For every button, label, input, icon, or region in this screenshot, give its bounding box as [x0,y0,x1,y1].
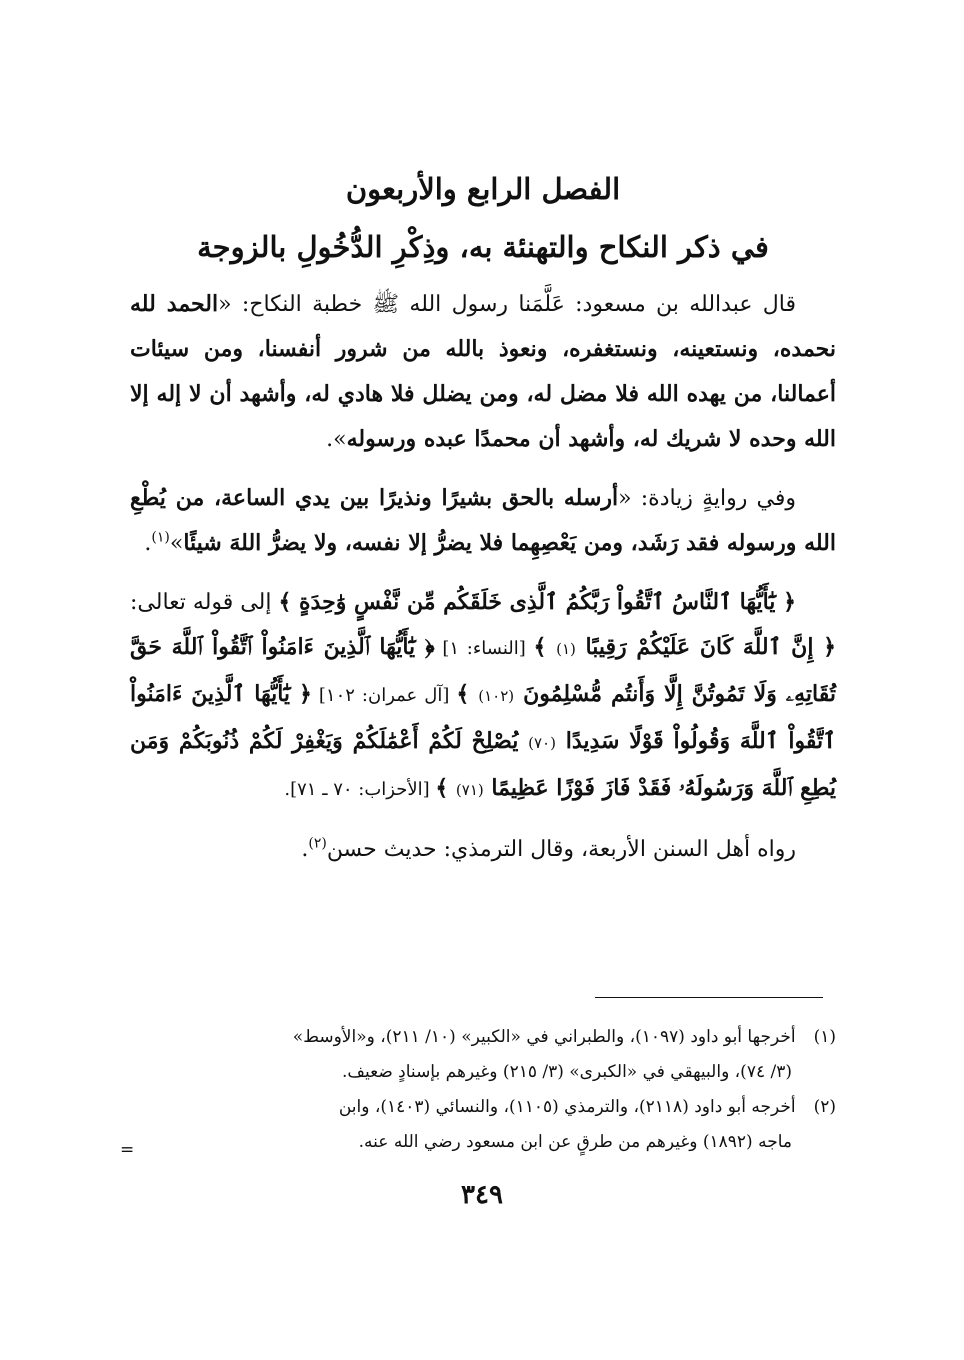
narration-text: أرسله بالحق بشيرًا ونذيرًا بين يدي الساعة، من يُطْعِ الله ورسوله فقد رَشَد، ومن يَعْصِهِما فلا يضرُّ إلا نفسه، ولا يضرُّ اللهَ شيئًا [130,485,836,556]
continuation-mark: = [120,1140,135,1160]
footnote-number: (٢) [813,1097,836,1117]
footnote-number: (١) [813,1027,836,1047]
verse-source: [الأحزاب: ٧٠ ـ ٧١]. [284,779,436,800]
paragraph-end: ». [326,427,347,452]
page-body [130,160,836,872]
footnote-ref-1[interactable]: (١) [151,529,170,546]
quran-verse: يُصْلِحْ لَكُمْ أَعْمَٰلَكُمْ وَيَغْفِرْ لَكُمْ ذُنُوبَكُمْ وَمَن يُطِعِ ٱللَّهَ وَرَسُولَهُۥ فَقَدْ فَازَ فَوْزًا عَظِيمًا [130,728,836,801]
footnote-text: (٣/ ٧٤)، والبيهقي في «الكبرى» (٣/ ٢١٥) وغيرهم بإسنادٍ ضعيف. [342,1062,792,1082]
footnote-ref-2[interactable]: (٢) [308,835,327,852]
verse-source: [النساء: ١] [434,638,534,659]
verse-number-mark: (٧٠) [528,734,556,752]
paragraph-end: . [301,837,309,862]
quran-bracket: ﴾ [435,775,456,801]
chapter-title: الفصل الرابع والأربعون [345,172,621,206]
paragraph-narration-addition [130,476,836,566]
footnote-text: ماجه (١٨٩٢) وغيرهم من طرقٍ عن ابن مسعود رضي الله عنه. [358,1132,792,1152]
paragraph-intro: قال عبدالله بن مسعود: عَلَّمَنا رسول الله ﷺ خطبة النكاح: « [218,292,796,317]
paragraph-end: . [144,531,152,556]
quran-bracket: ﴾ [456,681,479,707]
quran-verse: ﴿ يَٰٓأَيُّهَا ٱلنَّاسُ ٱتَّقُواْ رَبَّكُمُ ٱلَّذِى خَلَقَكُم مِّن نَّفْسٍ وَٰحِدَةٍ ﴾ [278,589,796,615]
footnote-1 [130,1020,836,1090]
verse-number-mark: (١٠٢) [478,687,515,705]
quran-bracket: ﴾ [533,634,557,660]
footnote-separator [595,997,823,998]
paragraph-nikah-khutbah [130,282,836,462]
quran-verse: ﴿ يَٰٓأَيُّهَا ٱلَّذِينَ ءَامَنُواْ ٱتَّقُواْ ٱللَّهَ وَقُولُواْ قَوْلًا سَدِيدًا [130,681,836,754]
footnote-text: أخرجه أبو داود (٢١١٨)، والترمذي (١١٠٥)، والنسائي (١٤٠٣)، وابن [338,1097,796,1117]
footnotes [130,1020,836,1160]
chapter-subtitle: في ذكر النكاح والتهنئة به، وذِكْرِ الدُّخُولِ بالزوجة [197,230,769,264]
paragraph-intro: وفي روايةٍ زيادة: « [618,486,796,511]
paragraph-quran-verses [130,580,836,813]
grading-text: رواه أهل السنن الأربعة، وقال الترمذي: حديث حسن [326,837,796,862]
footnote-text: أخرجها أبو داود (١٠٩٧)، والطبراني في «الكبير» (١٠/ ٢١١)، و«الأوسط» [292,1027,796,1047]
quran-verse: ﴿ يَٰٓأَيُّهَا ٱلَّذِينَ ءَامَنُواْ ٱتَّقُواْ ٱللَّهَ حَقَّ تُقَاتِهِۦ وَلَا تَمُوتُنَّ إِلَّا وَأَنتُم مُّسْلِمُونَ [130,634,836,707]
quran-verse: ﴿ إِنَّ ٱللَّهَ كَانَ عَلَيْكُمْ رَقِيبًا [575,634,837,660]
quote-close: » [169,531,184,556]
footnote-2 [130,1090,836,1160]
verse-number-mark: (١) [556,640,576,658]
khutbah-text: الحمد لله نحمده، ونستعينه، ونستغفره، ونعوذ بالله من شرور أنفسنا، ومن سيئات أعمالنا، من يهده الله فلا مضل له، ومن يضلل فلا هادي له، وأشهد أن لا إله إلا الله وحده لا شريك له، وأشهد أن محمدًا عبده ورسوله [130,291,836,452]
verse-source: [آل عمران: ١٠٢] [311,685,457,706]
connector-text: إلى قوله تعالى: [130,590,279,615]
verse-number-mark: (٧١) [455,781,484,799]
paragraph-hadith-grading [130,827,836,872]
page-number: ٣٤٩ [461,1180,503,1210]
